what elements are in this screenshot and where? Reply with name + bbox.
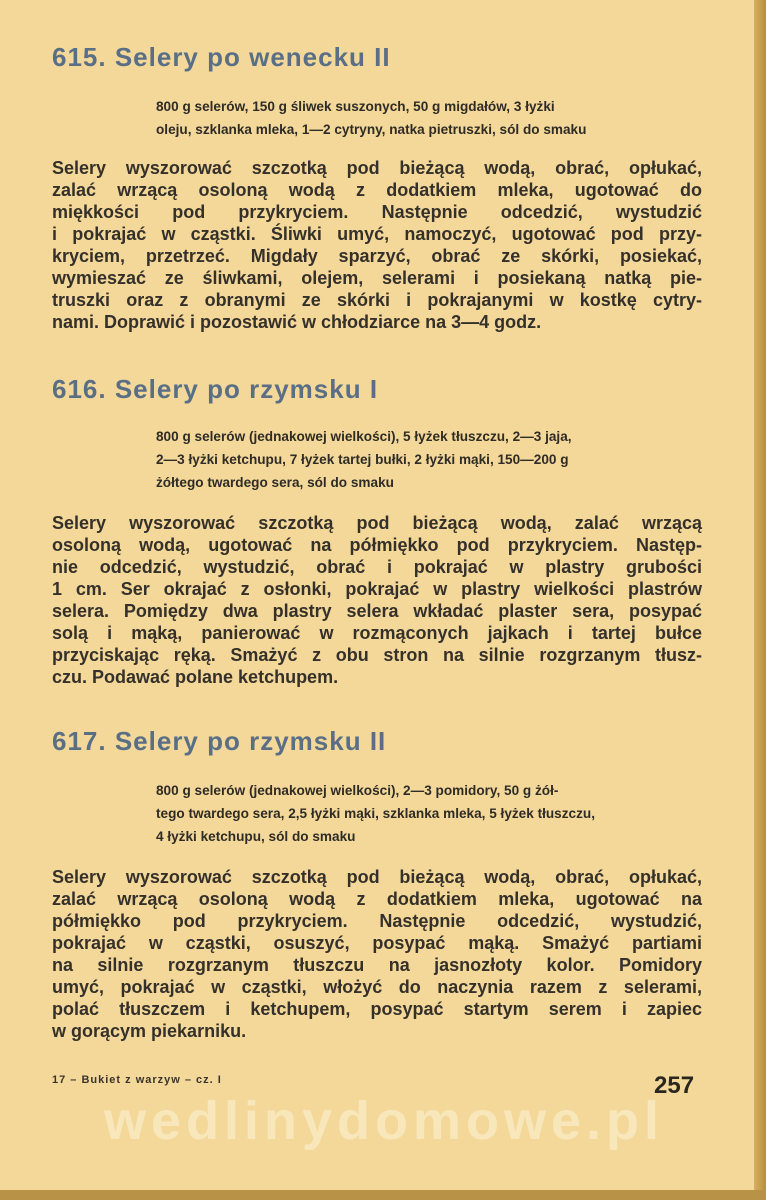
method-line: Selery wyszorować szczotką pod bieżącą wodą, zalać wrzącą (52, 513, 702, 533)
method-line: zalać wrzącą osoloną wodą z dodatkiem mleka, ugotować na (52, 889, 702, 909)
ingredients (156, 779, 696, 848)
method-line: nie odcedzić, wystudzić, obrać i pokrajać w plastry grubości (52, 557, 702, 577)
method-line: truszki oraz z obranymi ze skórki i pokrajanymi w kostkę cytry- (52, 290, 702, 310)
method-line: kryciem, przetrzeć. Migdały sparzyć, obrać ze skórki, posiekać, (52, 246, 702, 266)
method-text (52, 512, 702, 688)
ingredients-line: 800 g selerów (jednakowej wielkości), 2—3 pomidory, 50 g żół- (156, 783, 559, 798)
method-line: miękkości pod przykryciem. Następnie odcedzić, wystudzić (52, 202, 702, 222)
method-line: przyciskając ręką. Smażyć z obu stron na silnie rozgrzanym tłusz- (52, 645, 702, 665)
ingredients (156, 95, 696, 141)
recipe-title: 616. Selery po rzymsku I (52, 374, 379, 404)
footer-signature: 17 – Bukiet z warzyw – cz. I (52, 1074, 222, 1086)
ingredients-line: żółtego twardego sera, sól do smaku (156, 475, 394, 490)
method-line: czu. Podawać polane ketchupem. (52, 667, 339, 687)
method-line: pokrajać w cząstki, osuszyć, posypać mąką. Smażyć partiami (52, 933, 702, 953)
method-line: osoloną wodą, ugotować na półmiękko pod przykryciem. Następ- (52, 535, 702, 555)
method-line: selera. Pomiędzy dwa plastry selera wkładać plaster sera, posypać (52, 601, 702, 621)
method-line: Selery wyszorować szczotką pod bieżącą wodą, obrać, opłukać, (52, 867, 702, 887)
ingredients-line: tego twardego sera, 2,5 łyżki mąki, szklanka mleka, 5 łyżek tłuszczu, (156, 806, 595, 821)
ingredients-line: 2—3 łyżki ketchupu, 7 łyżek tartej bułki, 2 łyżki mąki, 150—200 g (156, 452, 569, 467)
method-line: półmiękko pod przykryciem. Następnie odcedzić, wystudzić, (52, 911, 702, 931)
method-line: nami. Doprawić i pozostawić w chłodziarce na 3—4 godz. (52, 312, 542, 332)
recipe-617 (52, 726, 702, 1042)
method-line: 1 cm. Ser okrajać z osłonki, pokrajać w plastry wielkości plastrów (52, 579, 702, 599)
method-line: w gorącym piekarniku. (52, 1021, 247, 1041)
recipe-616 (52, 374, 702, 688)
method-line: i pokrajać w cząstki. Śliwki umyć, namoczyć, ugotować pod przy- (52, 224, 702, 244)
ingredients-line: 800 g selerów (jednakowej wielkości), 5 łyżek tłuszczu, 2—3 jaja, (156, 429, 572, 444)
ingredients-line: 4 łyżki ketchupu, sól do smaku (156, 829, 356, 844)
method-line: zalać wrzącą osoloną wodą z dodatkiem mleka, ugotować do (52, 180, 702, 200)
recipe-title: 615. Selery po wenecku II (52, 42, 391, 72)
page-edge (754, 0, 766, 1200)
watermark: wedlinydomowe.pl (103, 1091, 665, 1151)
method-line: solą i mąką, panierować w rozmąconych jajkach i tartej bułce (52, 623, 702, 643)
recipe-615 (52, 42, 702, 333)
ingredients-line: oleju, szklanka mleka, 1—2 cytryny, natka pietruszki, sól do smaku (156, 122, 587, 137)
ingredients (156, 425, 696, 494)
method-line: umyć, pokrajać w cząstki, włożyć do naczynia razem z selerami, (52, 977, 702, 997)
method-line: na silnie rozgrzanym tłuszczu na jasnozłoty kolor. Pomidory (52, 955, 702, 975)
method-line: wymieszać ze śliwkami, olejem, selerami i posiekaną natką pie- (52, 268, 702, 288)
page-bottom-edge (0, 1190, 766, 1200)
method-line: polać tłuszczem i ketchupem, posypać startym serem i zapiec (52, 999, 702, 1019)
method-text (52, 866, 702, 1042)
page-number: 257 (654, 1072, 695, 1099)
method-line: Selery wyszorować szczotką pod bieżącą wodą, obrać, opłukać, (52, 158, 702, 178)
recipe-title: 617. Selery po rzymsku II (52, 726, 387, 756)
method-text (52, 157, 702, 333)
ingredients-line: 800 g selerów, 150 g śliwek suszonych, 50 g migdałów, 3 łyżki (156, 99, 555, 114)
